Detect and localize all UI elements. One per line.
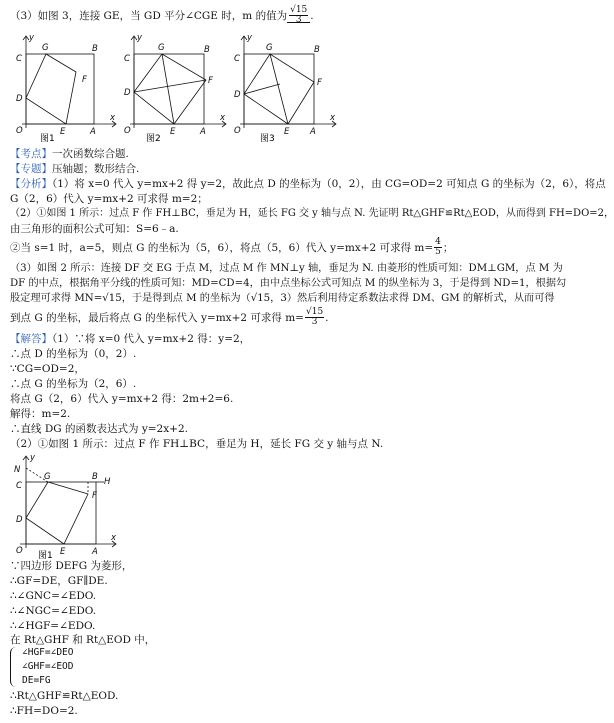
fig2-label-F: F bbox=[208, 76, 213, 86]
zhuanti-text: 压轴题；数形结合. bbox=[52, 163, 140, 175]
fenxi-8-sqrt: √15 bbox=[102, 293, 122, 304]
sol-fig-label-D: D bbox=[16, 515, 23, 525]
answer-denominator: 3 bbox=[295, 15, 302, 26]
fenxi-tag: 【分析】 bbox=[10, 178, 52, 190]
sol-fig-label-B: B bbox=[92, 472, 98, 482]
solution-line-5: 将点 G（2，6）代入 y=mx+2 得：2m+2=6. bbox=[10, 393, 234, 405]
fig3-label-D: D bbox=[234, 90, 241, 100]
fig1-label-y: y bbox=[29, 33, 35, 43]
fig3-label-O: O bbox=[234, 126, 241, 136]
fig3-label-B: B bbox=[314, 45, 320, 55]
fig2-label-C: C bbox=[124, 54, 130, 64]
condition-2: ∠GHF=∠EOD bbox=[22, 661, 74, 672]
fig1-label-C: C bbox=[16, 54, 22, 64]
fig2-label-A: A bbox=[200, 127, 206, 137]
zhuanti-line bbox=[10, 163, 139, 176]
proof-line-7: ∴Rt△GHF≌Rt△EOD. bbox=[10, 690, 119, 702]
fenxi-line-9 bbox=[10, 308, 329, 328]
fenxi-9-numerator: √15 bbox=[305, 307, 324, 317]
fenxi-line-4: 由三角形的面积公式可知：S=6﹣a. bbox=[10, 223, 179, 235]
sol-fig-label-O: O bbox=[16, 546, 23, 556]
proof-line-8: ∴FH=DO=2. bbox=[10, 705, 78, 717]
fig3-label-F: F bbox=[317, 78, 322, 88]
kaodian-tag: 【考点】 bbox=[10, 148, 52, 160]
solution-line-2: ∴点 D 的坐标为（0，2）. bbox=[10, 348, 137, 360]
solution-line-1 bbox=[10, 333, 250, 346]
fig1-label-x: x bbox=[110, 113, 116, 123]
fig3-label-C: C bbox=[234, 54, 240, 64]
figure-1 bbox=[10, 32, 120, 144]
fenxi-text-1: （1）将 x=0 代入 y=mx+2 得 y=2，故此点 D 的坐标为（0，2），由 CG=OD=2 可知点 G 的坐标为（2，6），将点 bbox=[52, 178, 606, 190]
solution-tag: 【解答】 bbox=[10, 333, 52, 345]
fenxi-8-mid: ，于是得到点 M 的坐标为（ bbox=[121, 293, 251, 304]
answer-fraction bbox=[289, 6, 308, 26]
fig1-label-G: G bbox=[42, 43, 49, 53]
fenxi-9-denominator: 3 bbox=[311, 317, 318, 328]
solution-figure-1-caption: 图1 bbox=[38, 551, 53, 561]
sol-fig-label-H: H bbox=[104, 477, 111, 487]
proof-line-1: ∵四边形 DEFG 为菱形， bbox=[10, 560, 133, 572]
solution-line-6: 解得：m=2. bbox=[10, 408, 71, 420]
fenxi-5-suffix: ； bbox=[442, 241, 454, 254]
answer-numerator: √15 bbox=[290, 5, 308, 15]
fenxi-line-7: DF 的中点，根据角平分线的性质可知：MD=CD=4，由中点坐标公式可知点 M 的纵坐标为 3，于是得到 ND=1，根据勾 bbox=[10, 278, 567, 289]
fig1-label-B: B bbox=[92, 44, 98, 54]
sol-fig-label-A: A bbox=[92, 547, 98, 557]
fenxi-9-fraction bbox=[305, 308, 324, 328]
fig3-label-A: A bbox=[310, 127, 316, 137]
solution-line-8: （2）①如图 1 所示：过点 F 作 FH⊥BC，垂足为 H，延长 FG 交 y 轴与点 N. bbox=[10, 438, 384, 450]
fenxi-5-fraction bbox=[434, 238, 442, 258]
fenxi-line-1 bbox=[10, 178, 606, 191]
fenxi-line-5 bbox=[10, 238, 453, 258]
sol-fig-label-E: E bbox=[60, 547, 66, 557]
condition-1: ∠HGF=∠DEO bbox=[22, 647, 74, 658]
question-3-text: （3）如图 3，连接 GE，当 GD 平分∠CGE 时，m 的值为 bbox=[10, 9, 288, 22]
congruence-conditions bbox=[10, 647, 120, 687]
proof-line-4: ∴∠NGC=∠EDO. bbox=[10, 605, 97, 617]
kaodian-text: 一次函数综合题. bbox=[52, 148, 129, 160]
solution-figure-1 bbox=[8, 452, 120, 562]
fig3-label-E: E bbox=[284, 127, 290, 137]
proof-line-2: ∴GF=DE，GF∥DE. bbox=[10, 575, 108, 587]
condition-3: DE=FG bbox=[22, 675, 51, 686]
fenxi-5-denominator: 5 bbox=[435, 247, 441, 258]
fig1-label-D: D bbox=[16, 94, 23, 104]
fig3-label-y: y bbox=[247, 33, 253, 43]
fig2-label-G: G bbox=[158, 43, 165, 53]
fenxi-9-suffix: . bbox=[325, 311, 329, 324]
answer-blank bbox=[287, 5, 310, 26]
fig1-label-A: A bbox=[90, 127, 96, 137]
question-3 bbox=[10, 6, 314, 26]
fig2-label-E: E bbox=[170, 127, 176, 137]
zhuanti-tag: 【专题】 bbox=[10, 163, 52, 175]
figure-3-caption: 图3 bbox=[260, 134, 275, 144]
kaodian-line bbox=[10, 148, 129, 161]
sol-fig-label-y: y bbox=[30, 453, 36, 463]
fig2-label-y: y bbox=[137, 33, 143, 43]
solution-line-3: ∵CG=OD=2， bbox=[10, 363, 85, 375]
fenxi-line-8 bbox=[10, 293, 555, 306]
sol-fig-label-x: x bbox=[111, 533, 117, 543]
fenxi-9-text: 到点 G 的坐标，最后将点 G 的坐标代入 y=mx+2 可求得 m= bbox=[10, 311, 304, 324]
sol-fig-label-C: C bbox=[16, 481, 22, 491]
fig1-label-F: F bbox=[82, 75, 87, 85]
fenxi-5-numerator: 4 bbox=[435, 237, 441, 247]
fig3-label-x: x bbox=[330, 113, 336, 123]
fig3-label-G: G bbox=[266, 43, 273, 53]
solution-line-7: ∴直线 DG 的函数表达式为 y=2x+2. bbox=[10, 423, 188, 435]
figure-2 bbox=[118, 32, 230, 144]
sol-fig-label-F: F bbox=[92, 491, 97, 501]
fig1-label-O: O bbox=[16, 126, 23, 136]
sol-fig-label-N: N bbox=[14, 465, 21, 475]
fenxi-line-2: G（2，6）代入 y=mx+2 可求得 m=2； bbox=[10, 193, 208, 205]
fig2-label-D: D bbox=[124, 88, 131, 98]
left-brace bbox=[10, 647, 17, 687]
figure-1-caption: 图1 bbox=[40, 134, 55, 144]
proof-line-6: 在 Rt△GHF 和 Rt△EOD 中， bbox=[10, 634, 156, 646]
figure-3 bbox=[228, 32, 340, 144]
sol-fig-label-G: G bbox=[44, 472, 51, 482]
question-3-suffix: . bbox=[310, 9, 314, 22]
fenxi-8-text: 股定理可求得 MN= bbox=[10, 293, 103, 304]
figure-2-caption: 图2 bbox=[146, 134, 161, 144]
proof-line-3: ∴∠GNC=∠EDO. bbox=[10, 590, 97, 602]
solution-text-1: （1）∵将 x=0 代入 y=mx+2 得：y=2， bbox=[52, 333, 251, 345]
fig1-label-E: E bbox=[60, 127, 66, 137]
fig2-label-O: O bbox=[124, 126, 131, 136]
solution-line-4: ∴点 G 的坐标为（2，6）. bbox=[10, 378, 137, 390]
fenxi-8-post: ，3）然后利用待定系数法求得 DM、GM 的解析式，从而可得 bbox=[270, 293, 555, 304]
fig2-label-x: x bbox=[220, 113, 226, 123]
fenxi-line-6: （3）如图 2 所示：连接 DF 交 EG 于点 M，过点 M 作 MN⊥y 轴，垂足为 N. 由菱形的性质可知：DM⊥GM，点 M 为 bbox=[10, 263, 563, 274]
fenxi-8-sqrt-2: √15 bbox=[250, 293, 271, 304]
fenxi-5-text: ②当 s=1 时，a=5，则点 G 的坐标为（5，6），将点（5，6）代入 y=mx+2 可求得 m= bbox=[10, 241, 434, 254]
fig2-label-B: B bbox=[204, 45, 210, 55]
fenxi-line-3: （2）①如图 1 所示：过点 F 作 FH⊥BC，垂足为 H，延长 FG 交 y 轴与点 N. 先证明 Rt△GHF≌Rt△EOD，从而得到 FH=DO=2， bbox=[10, 208, 614, 219]
proof-line-5: ∴∠HGF=∠EDO. bbox=[10, 620, 96, 632]
